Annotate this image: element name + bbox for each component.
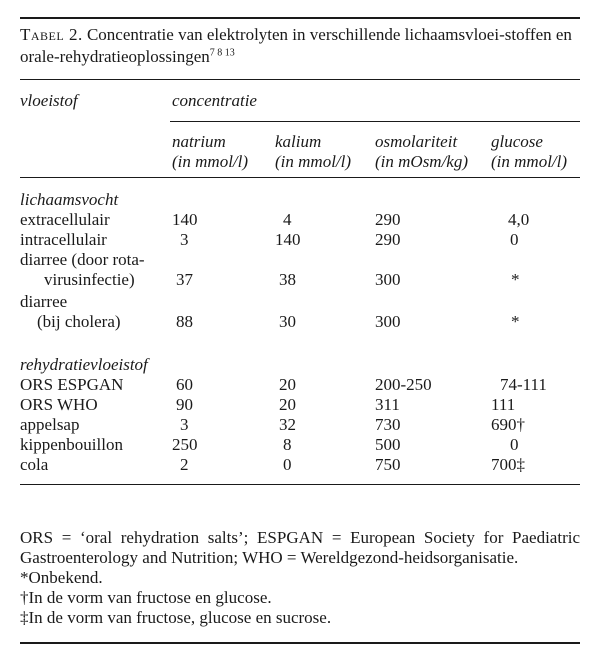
colhead-kalium-line2: (in mmol/l) <box>275 152 352 171</box>
cell-kalium: 32 <box>279 415 296 434</box>
colhead-osmolariteit-line1: osmolariteit <box>375 132 458 151</box>
colhead-glucose-line2: (in mmol/l) <box>491 152 568 171</box>
cell-glucose: * <box>511 270 520 289</box>
footnote-unknown: *Onbekend. <box>20 568 103 587</box>
colhead-kalium <box>275 132 351 172</box>
cell-natrium: 250 <box>172 435 198 454</box>
cell-natrium: 90 <box>176 395 193 414</box>
cell-osmolariteit: 290 <box>375 210 401 229</box>
cell-natrium: 88 <box>176 312 193 331</box>
cell-osmolariteit: 290 <box>375 230 401 249</box>
cell-osmolariteit: 730 <box>375 415 401 434</box>
colhead-natrium-line1: natrium <box>172 132 226 151</box>
footnotes <box>20 528 580 628</box>
group-label-concentratie: concentratie <box>172 91 257 110</box>
cell-natrium: 3 <box>180 415 189 434</box>
cell-kalium: 38 <box>279 270 296 289</box>
col-label-vloeistof: vloeistof <box>20 91 78 110</box>
cell-natrium: 3 <box>180 230 189 249</box>
footnote-dagger: †In de vorm van fructose en glucose. <box>20 588 272 607</box>
cell-glucose: 0 <box>510 435 519 454</box>
row-name-diarree-cholera-line2: (bij cholera) <box>37 312 121 331</box>
row-name-diarree-rota-line1: diarree (door rota- <box>20 250 145 269</box>
row-name-extracellulair: extracellulair <box>20 210 110 229</box>
section-title-lichaamsvocht: lichaamsvocht <box>20 190 119 209</box>
cell-kalium: 0 <box>283 455 292 474</box>
table-bottom-rule <box>20 484 580 485</box>
colhead-natrium-line2: (in mmol/l) <box>172 152 249 171</box>
footnote-abbreviations: ORS = ‘oral rehydration salts’; ESPGAN = European Society for Paediatric Gastroenterology and Nutrition; WHO = Wereldgezond-heidsorganisatie. <box>20 528 580 567</box>
caption-text: Concentratie van elektrolyten in verschillende lichaamsvloei-stoffen en orale-rehydratieoplossingen <box>20 25 572 66</box>
cell-natrium: 60 <box>176 375 193 394</box>
header-top-rule <box>20 79 580 80</box>
cell-kalium: 8 <box>283 435 292 454</box>
row-name-diarree-cholera-line1: diarree <box>20 292 68 311</box>
section-title-rehydratievloeistof: rehydratievloeistof <box>20 355 148 374</box>
cell-natrium: 140 <box>172 210 198 229</box>
caption-refs: 7 8 13 <box>209 47 235 59</box>
cell-osmolariteit: 311 <box>375 395 400 414</box>
colhead-kalium-line1: kalium <box>275 132 322 151</box>
colhead-osmolariteit <box>375 132 468 172</box>
cell-glucose: * <box>511 312 520 331</box>
row-name-cola: cola <box>20 455 49 474</box>
cell-glucose: 0 <box>510 230 519 249</box>
header-bottom-rule <box>20 177 580 178</box>
cell-osmolariteit: 300 <box>375 312 401 331</box>
group-subrule <box>170 121 580 122</box>
cell-kalium: 20 <box>279 375 296 394</box>
cell-osmolariteit: 300 <box>375 270 401 289</box>
cell-glucose: 4,0 <box>508 210 530 229</box>
cell-glucose: 690† <box>491 415 525 434</box>
colhead-natrium <box>172 132 248 172</box>
cell-glucose: 74-111 <box>500 375 547 394</box>
row-name-kippenbouillon: kippenbouillon <box>20 435 123 454</box>
top-rule <box>20 17 580 19</box>
cell-osmolariteit: 500 <box>375 435 401 454</box>
row-name-intracellulair: intracellulair <box>20 230 107 249</box>
row-name-ors-who: ORS WHO <box>20 395 98 414</box>
cell-glucose: 700‡ <box>491 455 525 474</box>
cell-osmolariteit: 200-250 <box>375 375 432 394</box>
cell-kalium: 140 <box>275 230 301 249</box>
cell-glucose: 111 <box>491 395 516 414</box>
cell-kalium: 20 <box>279 395 296 414</box>
colhead-glucose <box>491 132 567 172</box>
cell-osmolariteit: 750 <box>375 455 401 474</box>
row-name-ors-espgan: ORS ESPGAN <box>20 375 124 394</box>
footnote-ddagger: ‡In de vorm van fructose, glucose en sucrose. <box>20 608 332 627</box>
caption-label: Tabel 2. <box>20 25 83 44</box>
cell-kalium: 4 <box>283 210 292 229</box>
cell-natrium: 37 <box>176 270 193 289</box>
colhead-glucose-line1: glucose <box>491 132 543 151</box>
table-caption <box>20 24 580 68</box>
colhead-osmolariteit-line2: (in mOsm/kg) <box>375 152 469 171</box>
row-name-diarree-rota-line2: virusinfectie) <box>44 270 135 289</box>
cell-kalium: 30 <box>279 312 296 331</box>
bottom-rule <box>20 642 580 644</box>
row-name-appelsap: appelsap <box>20 415 80 434</box>
cell-natrium: 2 <box>180 455 189 474</box>
